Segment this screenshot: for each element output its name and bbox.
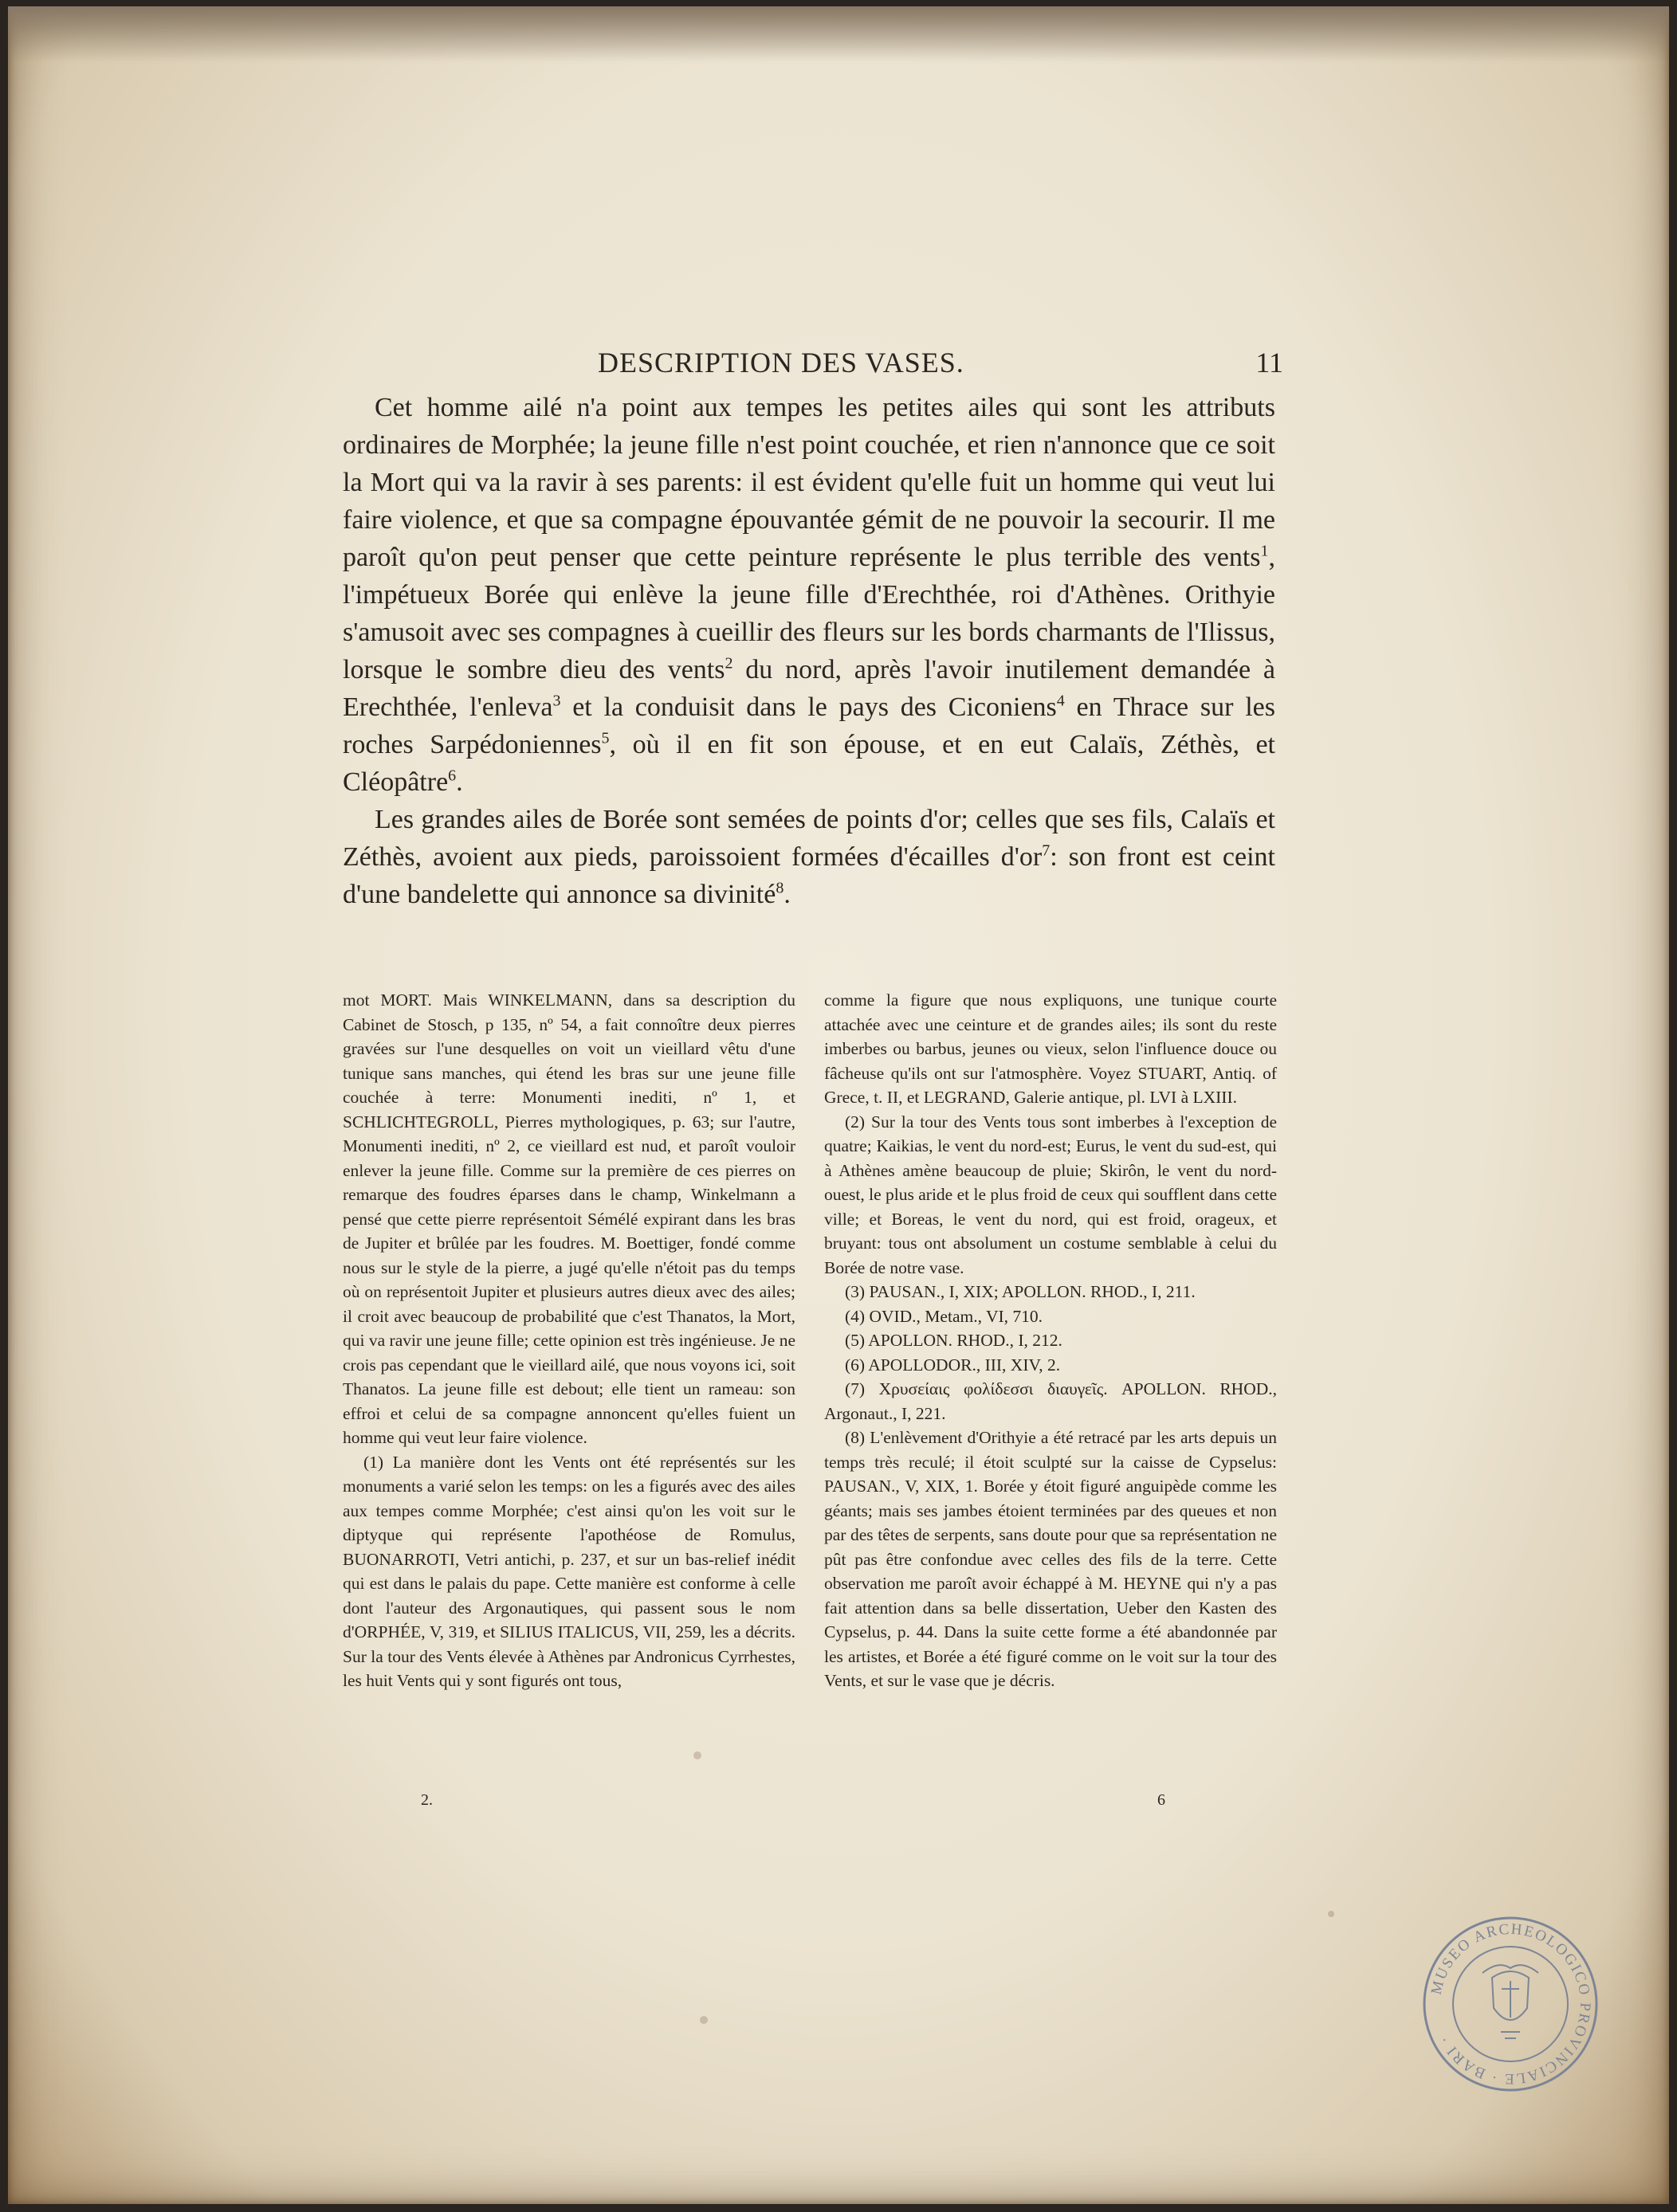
- footnote-reference: 5: [601, 729, 610, 747]
- footnote-reference: 7: [1042, 841, 1051, 860]
- page-top-shadow: [8, 6, 1669, 62]
- paragraph-text: .: [456, 767, 463, 797]
- footnote: comme la figure que nous expliquons, une tunique courte attachée avec une ceinture et de grandes ailes; ils sont du reste imberbes ou barbus, jeunes ou vieux, selon l'influence douce ou fâcheuse qu'ils ont sur l'atmosphère. Voyez STUART, Antiq. of Grece, t. II, et LEGRAND, Galerie antique, pl. LVI à LXIII.: [824, 990, 1277, 1107]
- footnote: (4) OVID., Metam., VI, 710.: [845, 1306, 1043, 1326]
- paragraph-text: Cet homme ailé n'a point aux tempes les petites ailes qui sont les attributs ordinaires de Morphée; la jeune fille n'est point couchée, et rien n'annonce que ce soit la Mort qui va la ravir à ses parents: il est évident qu'elle fuit un homme qui veut lui faire violence, et que sa compagne épouvantée gémit de ne pouvoir la secourir. Il me paroît qu'on peut penser que cette peinture représente le plus terrible des vents: [343, 393, 1275, 572]
- paragraph-text: en Thrace sur les roches Sarpédoniennes: [343, 692, 1275, 759]
- footnote-reference: 4: [1056, 692, 1065, 710]
- paragraph-text: , où il en fit son épouse, et en eut Calaïs, Zéthès, et Cléopâtre: [343, 730, 1276, 797]
- footnote-reference: 3: [552, 692, 561, 710]
- main-paragraph: [343, 801, 1275, 913]
- paragraph-text: .: [784, 880, 791, 909]
- paragraph-text: , l'impétueux Borée qui enlève la jeune fille d'Erechthée, roi d'Athènes. Orithyie s'amusoit avec ses compagnes à cueillir des fleurs sur les bords charmants de l'Ilissus, lorsque le sombre dieu des vents: [343, 543, 1275, 684]
- stamp-text: MUSEO ARCHEOLOGICO PROVINCIALE · BARI ·: [1428, 1920, 1594, 2088]
- main-paragraph: [343, 389, 1275, 801]
- footnote: (1) La manière dont les Vents ont été représentés sur les monuments a varié selon les temps: on les a figurés avec des ailes aux tempes comme Morphée; c'est ainsi qu'on les voit sur le diptyque qui représente l'apothéose de Romulus, BUONARROTI, Vetri antichi, p. 237, et sur un bas-relief inédit qui est dans le palais du pape. Cette manière est conforme à celle dont l'auteur des Argonautiques, qui passent sous le nom d'ORPHÉE, V, 319, et SILIUS ITALICUS, VII, 259, les a décrits. Sur la tour des Vents élevée à Athènes par Andronicus Cyrrhestes, les huit Vents qui y sont figurés ont tous,: [343, 1452, 795, 1690]
- footnote-reference: 1: [1260, 542, 1269, 560]
- footnote: (5) APOLLON. RHOD., I, 212.: [845, 1331, 1062, 1350]
- footnote: (2) Sur la tour des Vents tous sont imberbes à l'exception de quatre; Kaikias, le vent du nord-est; Eurus, le vent du sud-est, qui à Athènes amène beaucoup de pluie; Skirôn, le vent du nord-ouest, le plus aride et le plus froid de ceux qui soufflent dans cette ville; et Boreas, le vent du nord, qui est froid, orageux, et bruyant: tous ont absolument un costume semblable à celui du Borée de notre vase.: [824, 1112, 1277, 1277]
- footnote-reference: 8: [776, 879, 784, 897]
- signature-mark-right: 6: [1157, 1791, 1165, 1809]
- footnote: (7) Χρυσείαις φολίδεσσι διαυγεῖς. APOLLON. RHOD., Argonaut., I, 221.: [824, 1379, 1277, 1423]
- foxing-spot: [693, 1751, 701, 1759]
- foxing-spot: [700, 2016, 708, 2024]
- museum-stamp: [1419, 1912, 1602, 2096]
- paragraph-text: : son front est ceint d'une bandelette qui annonce sa divinité: [343, 842, 1275, 909]
- paragraph-text: du nord, après l'avoir inutilement demandée à Erechthée, l'enleva: [343, 655, 1275, 722]
- footnote: (8) L'enlèvement d'Orithyie a été retracé par les arts depuis un temps très reculé; il étoit sculpté sur la caisse de Cypselus: PAUSAN., V, XIX, 1. Borée y étoit figuré anguipède comme les géants; mais ses jambes étoient terminées par des queues et non par des têtes de serpents, sans doute pour que sa représentation ne pût pas être confondue avec celles des fils de la terre. Cette observation me paroît avoir échappé à M. HEYNE qui n'y a pas fait attention dans sa belle dissertation, Ueber den Kasten des Cypselus, p. 44. Dans la suite cette forme a été abandonnée par les artistes, et Borée a été figuré comme on le voit sur la tour des Vents, et sur le vase que je décris.: [824, 1428, 1277, 1690]
- footnotes-right-column: [824, 988, 1277, 1693]
- footnote: (6) APOLLODOR., III, XIV, 2.: [845, 1355, 1061, 1375]
- page-title: DESCRIPTION DES VASES.: [598, 347, 964, 378]
- main-text: [343, 389, 1275, 913]
- footnote: mot MORT. Mais WINKELMANN, dans sa description du Cabinet de Stosch, p 135, nº 54, a fait connoître deux pierres gravées sur l'une desquelles on voit un vieillard vêtu d'une tunique sans manches, qui étend les bras sur une jeune fille couchée à terre: Monumenti inediti, nº 1, et SCHLICHTEGROLL, Pierres mythologiques, p. 63; sur l'autre, Monumenti inediti, nº 2, ce vieillard est nud, et paroît vouloir enlever la jeune fille. Comme sur la première de ces pierres on remarque des foudres éparses dans le champ, Winkelmann a pensé que cette pierre représentoit Sémélé expirant dans les bras de Jupiter et brûlée par les foudres. M. Boettiger, fondé comme nous sur le style de la pierre, a jugé qu'elle n'étoit pas du temps où on représentoit Jupiter et plusieurs autres dieux avec des ailes; il croit avec beaucoup de probabilité que c'est Thanatos, la Mort, qui va ravir une jeune fille; cette opinion est très ingénieuse. Je ne crois pas cependant que le vieillard ailé, que nous voyons ici, soit Thanatos. La jeune fille est debout; elle tient un rameau: son effroi et celui de sa compagne annoncent qu'elles fuient un homme qui veut leur faire violence.: [343, 990, 795, 1447]
- running-header: [343, 343, 1283, 382]
- page-number: 11: [1255, 347, 1283, 378]
- paragraph-text: et la conduisit dans le pays des Ciconiens: [560, 692, 1057, 722]
- footnote-reference: 2: [725, 654, 733, 673]
- signature-mark-left: 2.: [421, 1791, 433, 1809]
- coat-of-arms-icon: [1483, 1965, 1538, 2038]
- footnote-reference: 6: [448, 767, 457, 785]
- paragraph-text: Les grandes ailes de Borée sont semées de points d'or; celles que ses fils, Calaïs et Zéthès, avoient aux pieds, paroissoient formées d'écailles d'or: [343, 805, 1275, 872]
- footnote: (3) PAUSAN., I, XIX; APOLLON. RHOD., I, 211.: [845, 1282, 1196, 1301]
- foxing-spot: [1328, 1911, 1334, 1917]
- footnotes-left-column: [343, 988, 795, 1693]
